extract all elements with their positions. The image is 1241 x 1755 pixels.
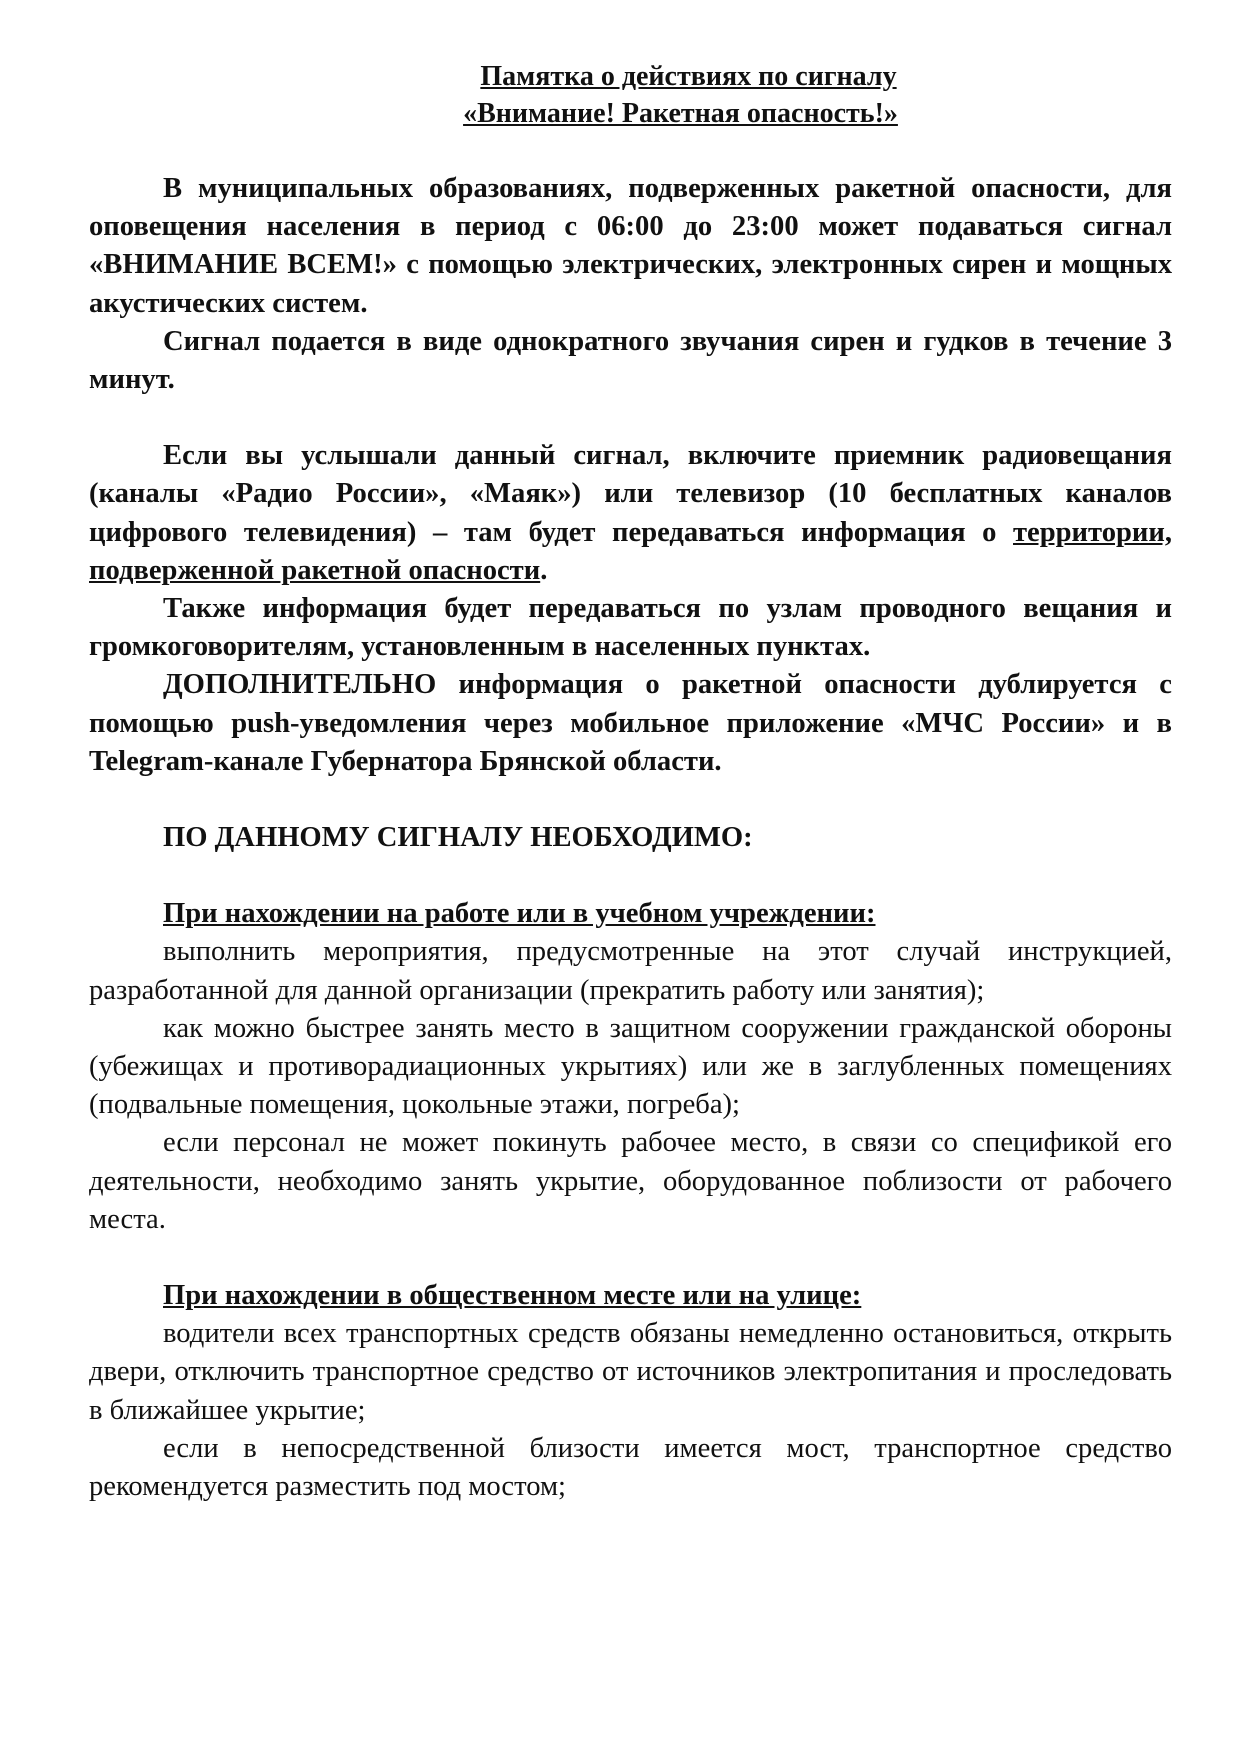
street-item-1: водители всех транспортных средств обязаны немедленно остановиться, открыть двери, отключить транспортное средство от источников электропитания и проследовать в ближайшее укрытие; [89,1318,1172,1426]
spacer [89,399,1172,437]
info-period: . [540,554,548,586]
work-item-1: выполнить мероприятия, предусмотренные на этот случай инструкцией, разработанной для данной организации (прекратить работу или занятия); [89,936,1172,1006]
territory-link[interactable]: территории, подверженной ракетной опасности [89,516,1172,586]
street-heading: При нахождении в общественном месте или на улице: [163,1280,862,1312]
info-text: Если вы услышали данный сигнал, включите приемник радиовещания (каналы «Радио России», «Маяк») или телевизор (10 бесплатных каналов цифрового телевидения) – там будет передаваться информация о [89,440,1172,548]
info-paragraph-1 [89,437,1172,590]
spacer [89,132,1172,170]
work-heading: При нахождении на работе или в учебном учреждении: [163,898,876,930]
info-paragraph-2: Также информация будет передаваться по узлам проводного вещания и громкоговорителям, установленным в населенных пунктах. [89,593,1172,663]
title-line-2: «Внимание! Ракетная опасность!» [463,98,898,129]
section-heading: ПО ДАННОМУ СИГНАЛУ НЕОБХОДИМО: [163,822,753,854]
street-item-2: если в непосредственной близости имеется мост, транспортное средство рекомендуется разместить под мостом; [89,1432,1172,1503]
spacer [89,781,1172,819]
intro-paragraph-1: В муниципальных образованиях, подверженных ракетной опасности, для оповещения населения в период с 06:00 до 23:00 может подаваться сигнал «ВНИМАНИЕ ВСЕМ!» с помощью электрических, электронных сирен и мощных акустических систем. [89,173,1172,319]
title-line-1: Памятка о действиях по сигналу [480,61,897,92]
work-item-2: как можно быстрее занять место в защитном сооружении гражданской обороны (убежищах и противорадиационных укрытиях) или же в заглубленных помещениях (подвальные помещения, цокольные этажи, погреба); [89,1012,1172,1121]
document-page [89,58,1172,1506]
work-item-3: если персонал не может покинуть рабочее место, в связи со спецификой его деятельности, необходимо занять укрытие, оборудованное поблизости от рабочего места. [89,1127,1172,1235]
intro-paragraph-2: Сигнал подается в виде однократного звучания сирен и гудков в течение 3 минут. [89,325,1172,396]
document-title [89,58,1172,132]
info-paragraph-3: ДОПОЛНИТЕЛЬНО информация о ракетной опасности дублируется с помощью push-уведомления через мобильное приложение «МЧС России» и в Telegram-канале Губернатора Брянской области. [89,669,1172,777]
spacer [89,857,1172,895]
spacer [89,1239,1172,1277]
